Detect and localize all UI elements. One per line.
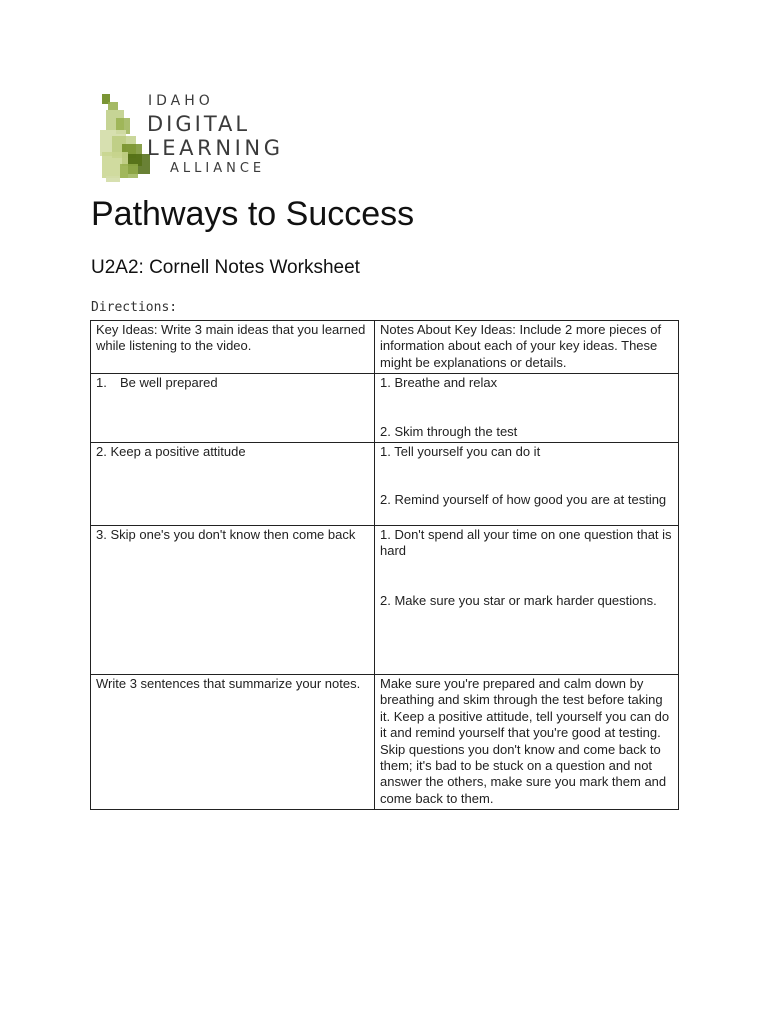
notes-cell: [375, 526, 679, 675]
table-row: [91, 374, 679, 443]
note-item: 1. Tell yourself you can do it: [380, 444, 541, 460]
key-idea-number: 1.: [96, 375, 107, 391]
key-idea-cell: 3. Skip one's you don't know then come back: [91, 526, 375, 675]
summary-row: [91, 675, 679, 810]
key-idea-cell: 2. Keep a positive attitude: [91, 443, 375, 526]
note-item: 1. Don't spend all your time on one question that is hard: [380, 527, 672, 559]
directions-label: Directions:: [91, 300, 178, 315]
summary-text-cell: Make sure you're prepared and calm down by breathing and skim through the test before taking it. Keep a positive attitude, tell yourself you can do it and remind yourself that you're good at testing. Skip questions you don't know and come back to them; it's bad to be stuck on a question and not answer the others, make sure you mark them and come back to them.: [375, 675, 679, 810]
note-item: 1. Breathe and relax: [380, 375, 498, 391]
document-subtitle: U2A2: Cornell Notes Worksheet: [91, 257, 360, 278]
key-ideas-header: Key Ideas: Write 3 main ideas that you learned while listening to the video.: [91, 321, 375, 374]
table-header-row: [91, 321, 679, 374]
key-idea-cell: [91, 374, 375, 443]
table-row: [91, 526, 679, 675]
logo-word-learning: LEARNING: [147, 136, 284, 160]
idaho-digital-learning-alliance-logo: [98, 92, 318, 182]
notes-cell: [375, 374, 679, 443]
logo-word-idaho: IDAHO: [148, 93, 214, 109]
logo-squares-mark: [98, 92, 154, 182]
document-title: Pathways to Success: [91, 195, 415, 233]
cornell-notes-table: [90, 320, 679, 810]
note-item: 2. Skim through the test: [380, 423, 518, 439]
notes-cell: [375, 443, 679, 526]
summary-prompt-cell: Write 3 sentences that summarize your notes.: [91, 675, 375, 810]
key-idea-text: Be well prepared: [120, 375, 218, 391]
table-row: [91, 443, 679, 526]
note-item: 2. Remind yourself of how good you are at testing: [380, 492, 667, 508]
logo-word-digital: DIGITAL: [147, 112, 251, 136]
logo-word-alliance: ALLIANCE: [170, 161, 266, 176]
note-item: 2. Make sure you star or mark harder questions.: [380, 592, 657, 608]
notes-header: Notes About Key Ideas: Include 2 more pieces of information about each of your key ideas. These might be explanations or details.: [375, 321, 679, 374]
